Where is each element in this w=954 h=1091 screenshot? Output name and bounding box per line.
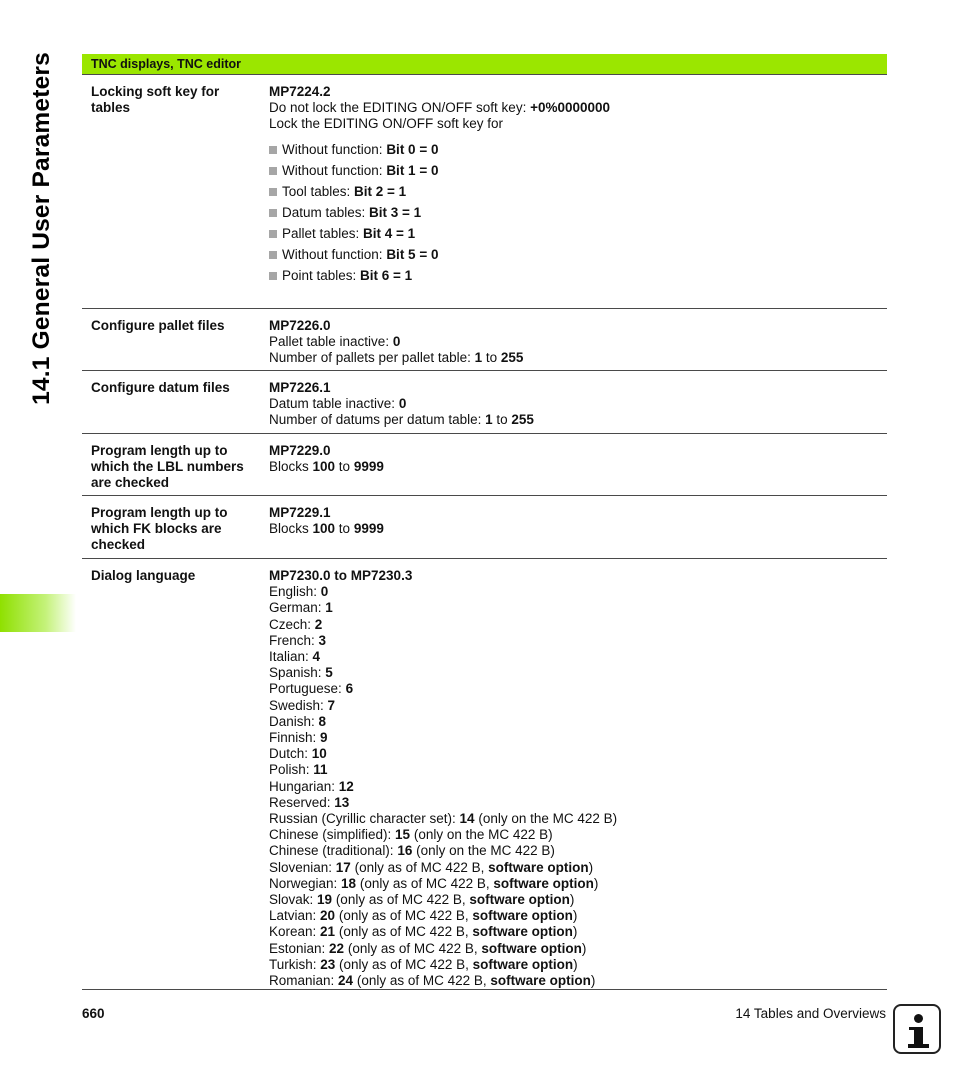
line-value: +0%0000000 — [530, 100, 611, 116]
line-text: Estonian: — [269, 940, 330, 956]
square-bullet-icon — [269, 209, 277, 217]
parameter-line — [269, 350, 887, 366]
machine-parameter-id: MP7229.1 — [269, 505, 331, 520]
table-row — [82, 496, 887, 559]
square-bullet-icon — [269, 167, 277, 175]
line-text: Czech: — [269, 616, 315, 632]
line-value: 7 — [327, 697, 336, 713]
row-label: Dialog language — [91, 568, 196, 583]
line-value: 4 — [312, 649, 321, 665]
parameter-line — [269, 600, 887, 616]
line-value: 21 — [320, 924, 336, 940]
parameter-line — [269, 827, 887, 843]
line-value: software option — [472, 908, 573, 924]
line-text: (only as of MC 422 B, — [353, 973, 491, 989]
line-text: Number of pallets per pallet table: — [269, 350, 475, 366]
line-value: 11 — [313, 762, 328, 778]
parameter-line — [269, 649, 887, 665]
line-text: ) — [572, 924, 578, 940]
line-value: Bit 5 = 0 — [386, 246, 439, 262]
chapter-name: 14 Tables and Overviews — [735, 1006, 886, 1021]
line-value: 16 — [397, 843, 413, 859]
line-text: Chinese (simplified): — [269, 827, 396, 843]
table-row — [82, 309, 887, 371]
line-text: Chinese (traditional): — [269, 843, 398, 859]
line-text: Blocks — [269, 459, 313, 475]
line-text: Polish: — [269, 762, 314, 778]
line-value: 9999 — [353, 459, 384, 475]
line-value: 2 — [314, 616, 323, 632]
line-value: software option — [493, 875, 594, 891]
line-text: English: — [269, 584, 321, 600]
info-icon — [893, 1004, 941, 1054]
bullet-list — [269, 139, 887, 286]
machine-parameter-id: MP7230.0 to MP7230.3 — [269, 568, 413, 583]
line-text: Slovenian: — [269, 859, 336, 875]
line-value: 23 — [320, 956, 336, 972]
line-value: 9 — [320, 730, 328, 746]
line-value: 3 — [318, 632, 327, 648]
line-text: Point tables: — [282, 267, 361, 283]
line-value: 15 — [395, 827, 411, 843]
chapter-side-title-text: 14.1 General User Parameters — [28, 52, 55, 405]
line-text: ) — [590, 973, 596, 989]
machine-parameter-id: MP7226.0 — [269, 318, 331, 333]
line-text: Blocks — [269, 521, 313, 537]
parameter-line — [269, 762, 887, 778]
line-text: Dutch: — [269, 746, 312, 762]
line-text: (only as of MC 422 B, — [344, 940, 482, 956]
line-value: 8 — [318, 713, 327, 729]
line-value: Bit 0 = 0 — [386, 141, 439, 157]
line-text: Turkish: — [269, 956, 321, 972]
line-value: 255 — [511, 412, 534, 428]
line-text: ) — [572, 908, 578, 924]
parameter-line — [269, 396, 887, 412]
line-text: Italian: — [269, 649, 313, 665]
row-label: Program length up to which FK blocks are checked — [91, 505, 228, 553]
line-value: 1 — [325, 600, 333, 616]
row-body — [269, 568, 887, 989]
machine-parameter-id: MP7224.2 — [269, 84, 331, 99]
line-text: German: — [269, 600, 326, 616]
parameter-line — [269, 746, 887, 762]
line-value: 14 — [459, 811, 475, 827]
parameter-line — [269, 892, 887, 908]
parameter-line — [269, 811, 887, 827]
parameter-line — [269, 584, 887, 600]
line-value: 1 — [485, 412, 493, 428]
line-text: Number of datums per datum table: — [269, 412, 486, 428]
line-value: software option — [481, 940, 582, 956]
square-bullet-icon — [269, 146, 277, 154]
line-text: Swedish: — [269, 697, 328, 713]
line-value: software option — [472, 956, 574, 972]
parameter-line — [269, 100, 887, 116]
line-text: Hungarian: — [269, 778, 339, 794]
line-value: 0 — [398, 396, 407, 412]
line-text: ) — [569, 892, 575, 908]
line-value: 22 — [329, 940, 345, 956]
parameter-line — [269, 665, 887, 681]
square-bullet-icon — [269, 251, 277, 259]
line-text: Lock the EDITING ON/OFF soft key for — [269, 116, 504, 132]
table-row — [82, 75, 887, 309]
page-number: 660 — [82, 1006, 105, 1021]
line-text: Pallet table inactive: — [269, 334, 393, 350]
bullet-item — [269, 265, 887, 286]
line-text: to — [492, 412, 512, 428]
line-value: 100 — [312, 521, 336, 537]
square-bullet-icon — [269, 272, 277, 280]
line-text: to — [335, 521, 354, 537]
line-text: to — [335, 459, 354, 475]
line-text: ) — [581, 940, 587, 956]
line-text: Slovak: — [269, 892, 318, 908]
line-text: Romanian: — [269, 973, 339, 989]
square-bullet-icon — [269, 188, 277, 196]
parameter-line — [269, 412, 887, 428]
parameter-line — [269, 116, 887, 132]
line-value: 0 — [320, 584, 329, 600]
line-value: 19 — [317, 892, 333, 908]
line-text: to — [482, 350, 501, 366]
line-value: 24 — [338, 973, 354, 989]
bullet-item — [269, 202, 887, 223]
line-value: 17 — [335, 859, 351, 875]
line-text: Without function: — [282, 246, 387, 262]
line-text: Norwegian: — [269, 875, 342, 891]
line-value: 255 — [500, 350, 524, 366]
line-value: Bit 6 = 1 — [360, 267, 413, 283]
row-label: Locking soft key for tables — [91, 84, 220, 116]
line-text: Without function: — [282, 162, 387, 178]
line-value: software option — [488, 859, 589, 875]
line-text: Finnish: — [269, 730, 321, 746]
parameter-line — [269, 633, 887, 649]
line-text: Latvian: — [269, 908, 321, 924]
row-body — [269, 505, 887, 537]
parameter-line — [269, 334, 887, 350]
line-value: 100 — [312, 459, 336, 475]
line-value: 18 — [341, 875, 357, 891]
bullet-item — [269, 244, 887, 265]
line-text: Korean: — [269, 924, 321, 940]
table-row — [82, 434, 887, 496]
line-value: Bit 1 = 0 — [386, 162, 439, 178]
line-value: 6 — [345, 681, 354, 697]
line-text: Datum tables: — [282, 204, 370, 220]
bullet-item — [269, 160, 887, 181]
line-text: (only as of MC 422 B, — [335, 924, 473, 940]
line-text: ) — [588, 859, 594, 875]
row-label: Configure pallet files — [91, 318, 225, 333]
table-row — [82, 371, 887, 434]
parameter-line — [269, 973, 887, 989]
parameter-line — [269, 459, 887, 475]
row-label: Program length up to which the LBL numbers are checked — [91, 443, 244, 491]
line-value: 20 — [320, 908, 336, 924]
line-value: 12 — [338, 778, 354, 794]
line-text: (only on the MC 422 B) — [412, 843, 555, 859]
line-text: Without function: — [282, 141, 387, 157]
line-value: Bit 4 = 1 — [363, 225, 416, 241]
bullet-item — [269, 223, 887, 244]
row-body — [269, 318, 887, 367]
bullet-item — [269, 181, 887, 202]
line-value: software option — [490, 973, 591, 989]
table-header: TNC displays, TNC editor — [82, 54, 887, 75]
parameter-line — [269, 730, 887, 746]
parameter-line — [269, 779, 887, 795]
line-text: ) — [593, 875, 599, 891]
line-text: Spanish: — [269, 665, 326, 681]
table-rows — [82, 75, 887, 990]
parameter-line — [269, 617, 887, 633]
line-text: (only as of MC 422 B, — [335, 908, 473, 924]
line-text: Pallet tables: — [282, 225, 364, 241]
machine-parameter-id: MP7226.1 — [269, 380, 331, 395]
row-body — [269, 443, 887, 475]
line-value: 13 — [334, 794, 350, 810]
parameter-line — [269, 941, 887, 957]
parameter-line — [269, 876, 887, 892]
line-value: 5 — [325, 665, 333, 681]
line-text: (only as of MC 422 B, — [332, 892, 470, 908]
parameter-line — [269, 860, 887, 876]
line-value: 9999 — [353, 521, 384, 537]
row-label: Configure datum files — [91, 380, 230, 395]
line-text: (only on the MC 422 B) — [474, 811, 618, 827]
line-text: (only as of MC 422 B, — [356, 875, 494, 891]
chapter-side-title — [22, 52, 62, 412]
parameter-line — [269, 795, 887, 811]
parameter-table — [82, 54, 887, 990]
line-value: 0 — [392, 334, 401, 350]
line-text: French: — [269, 632, 319, 648]
line-value: 10 — [311, 746, 327, 762]
line-text: Datum table inactive: — [269, 396, 399, 412]
parameter-line — [269, 714, 887, 730]
line-text: Do not lock the EDITING ON/OFF soft key: — [269, 100, 531, 116]
line-text: Tool tables: — [282, 183, 355, 199]
table-row — [82, 559, 887, 990]
line-text: Portuguese: — [269, 681, 346, 697]
chapter-tab-marker — [0, 594, 76, 632]
line-text: Russian (Cyrillic character set): — [269, 811, 460, 827]
line-value: 1 — [474, 350, 483, 366]
parameter-line — [269, 698, 887, 714]
line-text: ) — [573, 956, 578, 972]
square-bullet-icon — [269, 230, 277, 238]
line-text: (only on the MC 422 B) — [410, 827, 553, 843]
parameter-line — [269, 908, 887, 924]
parameter-line — [269, 957, 887, 973]
line-value: Bit 2 = 1 — [354, 183, 407, 199]
parameter-line — [269, 924, 887, 940]
line-text: (only as of MC 422 B, — [335, 956, 473, 972]
line-text: Danish: — [269, 713, 319, 729]
row-body — [269, 84, 887, 286]
machine-parameter-id: MP7229.0 — [269, 443, 331, 458]
parameter-line — [269, 681, 887, 697]
line-text: (only as of MC 422 B, — [350, 859, 489, 875]
line-value: software option — [469, 892, 570, 908]
row-body — [269, 380, 887, 429]
parameter-line — [269, 843, 887, 859]
line-value: Bit 3 = 1 — [369, 204, 422, 220]
parameter-line — [269, 521, 887, 537]
line-value: software option — [472, 924, 573, 940]
bullet-item — [269, 139, 887, 160]
line-text: Reserved: — [269, 794, 335, 810]
